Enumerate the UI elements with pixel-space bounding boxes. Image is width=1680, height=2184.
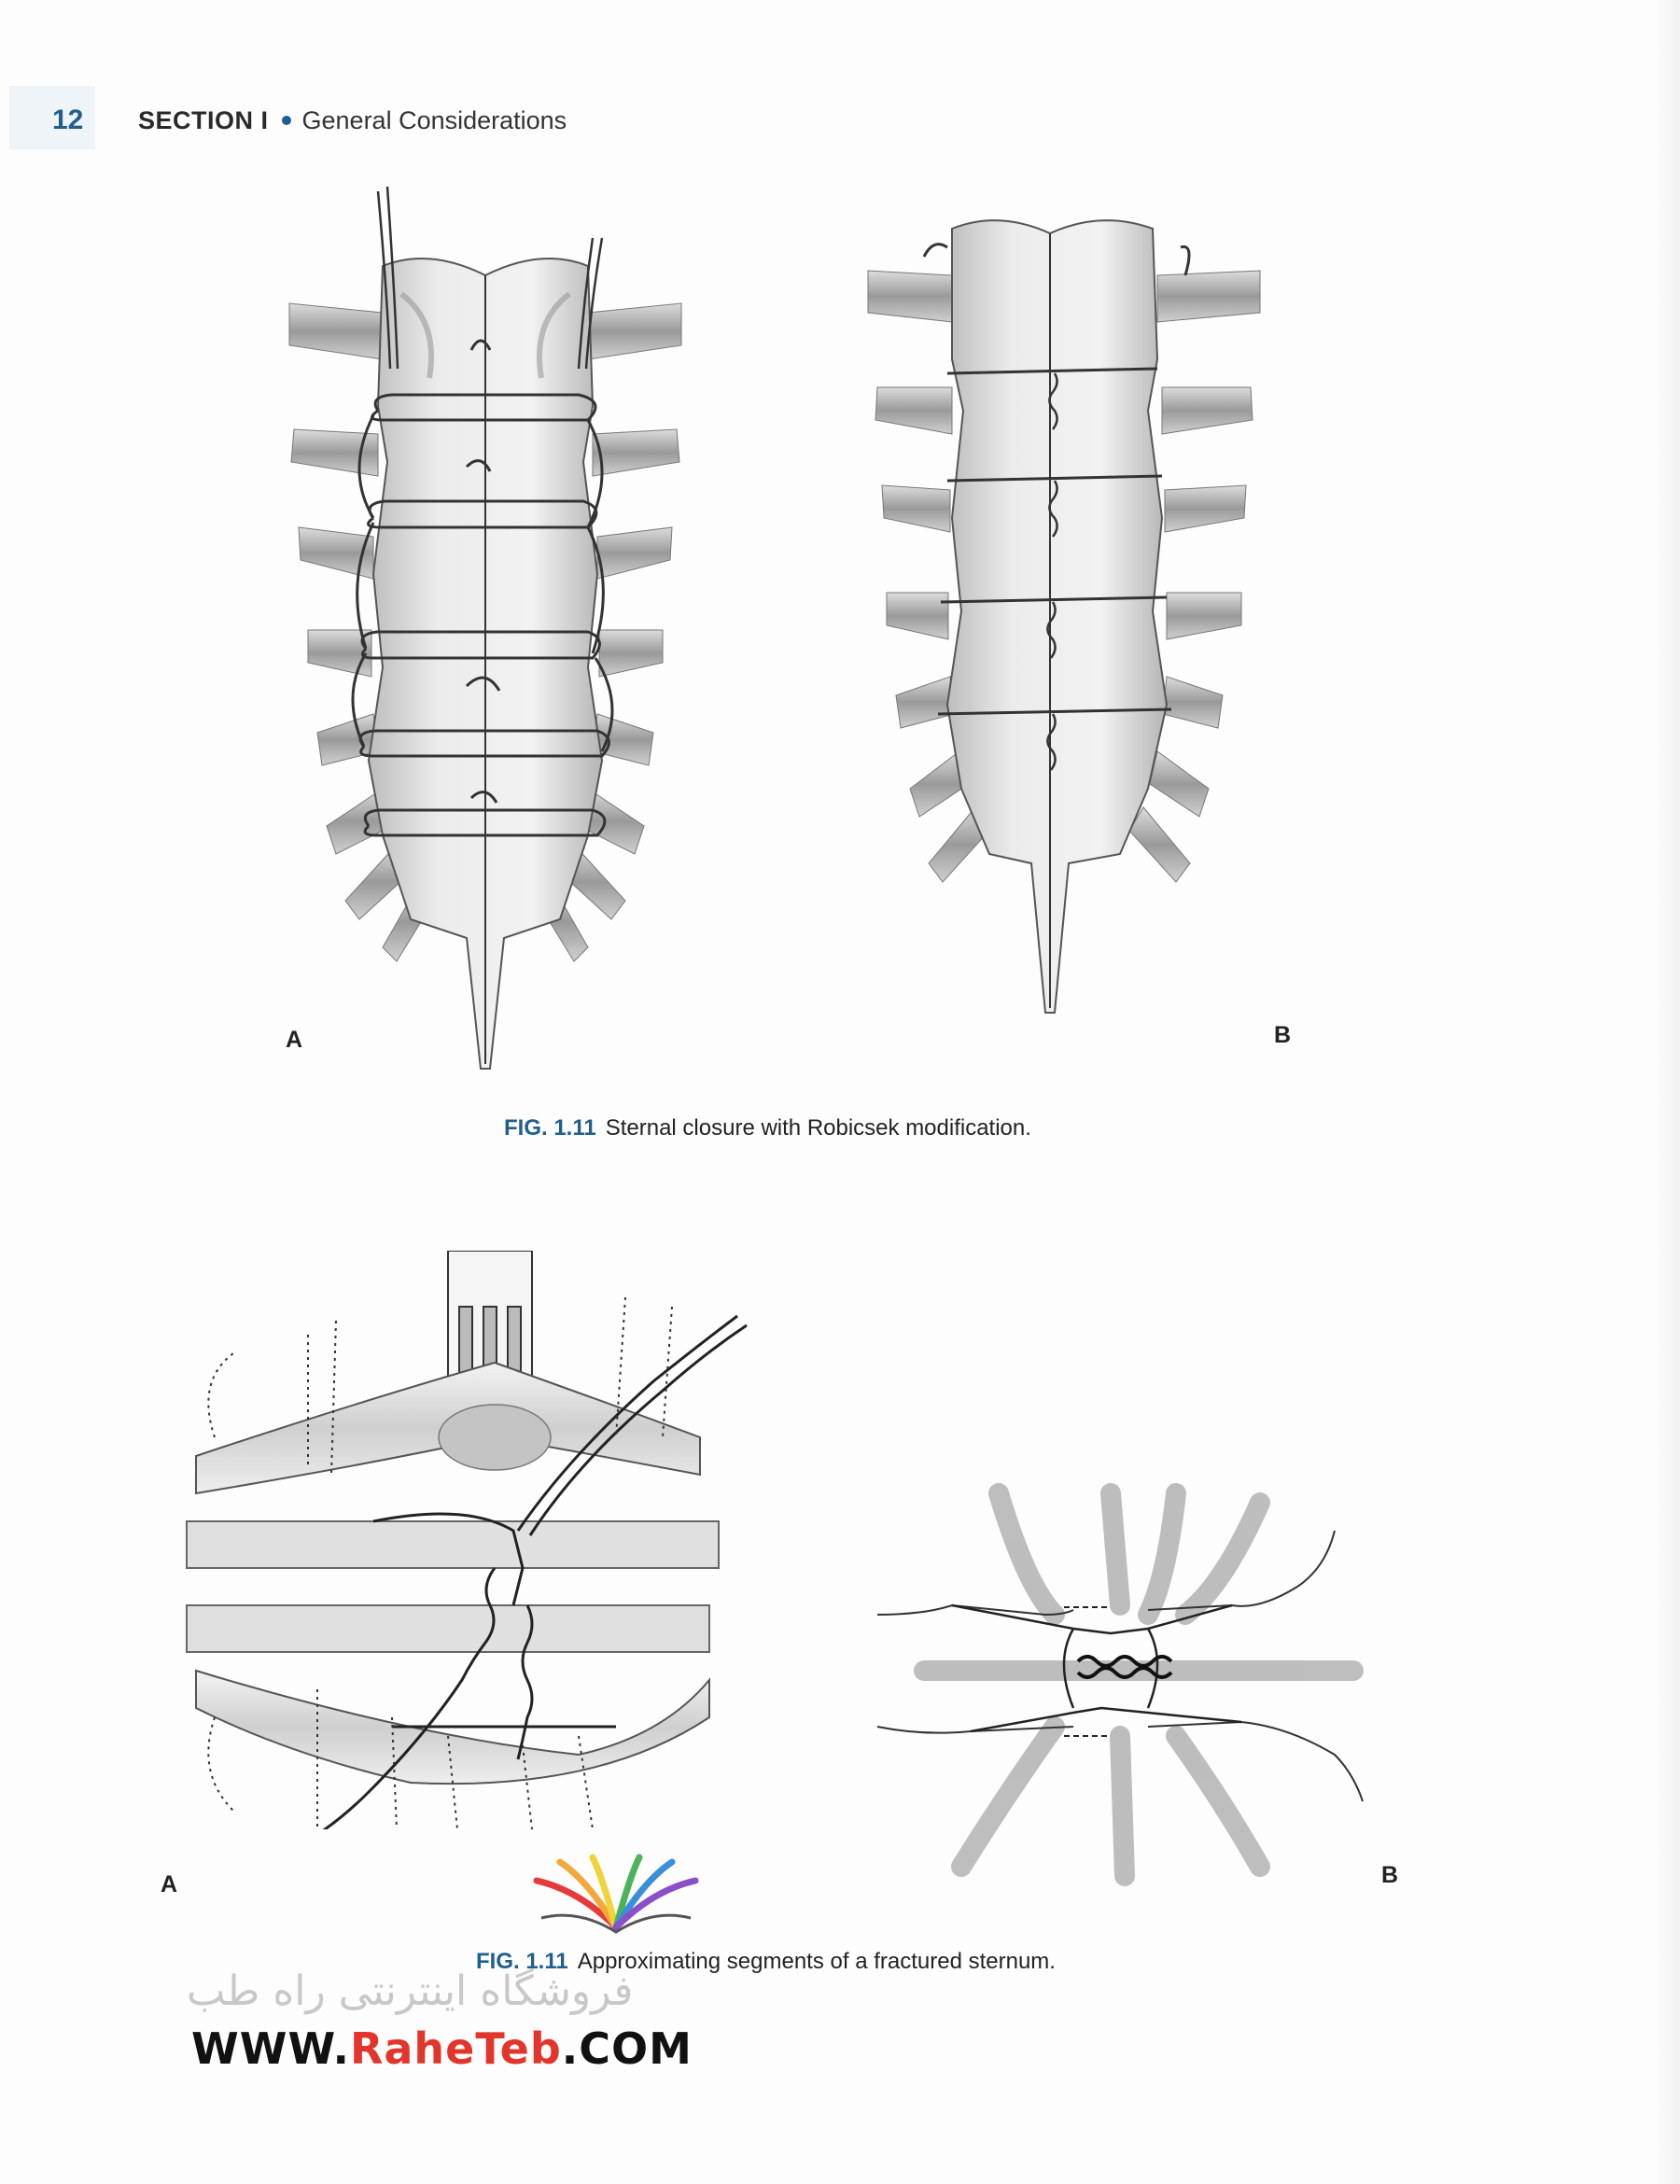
figure-1-panel-b-label: B — [1274, 1022, 1292, 1048]
pericardium-heart — [439, 1405, 551, 1470]
figure-1-number: FIG. 1.11 — [504, 1115, 596, 1141]
figure-2-panel-b-illustration — [868, 1475, 1372, 1904]
section-title: General Considerations — [301, 106, 567, 134]
figure-2-panel-a-illustration — [177, 1251, 831, 1829]
upper-rib — [187, 1521, 719, 1568]
watermark-persian-text: فروشگاه اینترنتی راه طب — [187, 1967, 634, 2015]
watermark-url-prefix: WWW. — [191, 2023, 350, 2074]
figure-2-panel-b-label: B — [1381, 1862, 1399, 1888]
figure-1-panel-b-illustration — [859, 210, 1269, 1050]
watermark-url-suffix: .COM — [561, 2023, 693, 2074]
watermark-url-brand: RaheTeb — [349, 2023, 562, 2074]
page-edge-shadow — [1656, 0, 1680, 2184]
page-number: 12 — [52, 105, 84, 135]
lower-rib — [187, 1605, 709, 1652]
running-head — [138, 106, 567, 135]
watermark-url — [191, 2023, 693, 2074]
figure-1-caption — [504, 1115, 1031, 1141]
figure-2-number: FIG. 1.11 — [476, 1949, 568, 1974]
sternum-body — [947, 220, 1167, 1013]
bullet-dot-icon — [282, 116, 291, 125]
retractor — [448, 1251, 532, 1381]
open-book-rainbow-icon — [523, 1853, 709, 1937]
section-label: SECTION I — [138, 106, 269, 134]
figure-2-caption-text: Approximating segments of a fractured sternum. — [577, 1949, 1056, 1974]
rib-shadows — [924, 1493, 1353, 1876]
figure-1-panel-a-illustration — [280, 182, 691, 1078]
figure-1-panel-a-label: A — [286, 1027, 303, 1053]
figure-1-caption-text: Sternal closure with Robicsek modification. — [605, 1115, 1031, 1141]
figure-2-panel-a-label: A — [161, 1871, 178, 1897]
